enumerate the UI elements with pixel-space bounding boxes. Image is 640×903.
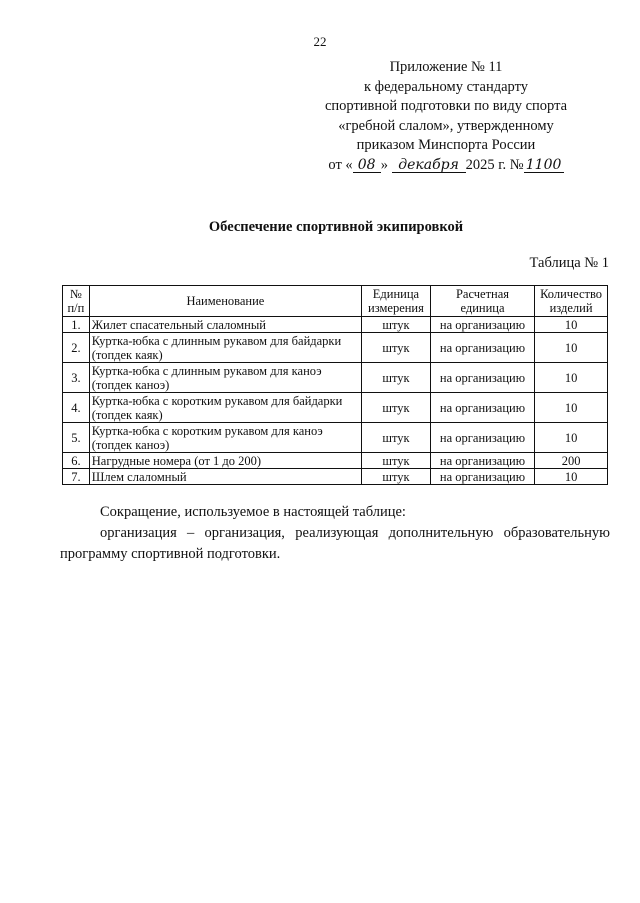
cell-name: Нагрудные номера (от 1 до 200) [89,453,361,469]
cell-calc: на организацию [430,317,534,333]
document-title: Обеспечение спортивной экипировкой [208,219,464,235]
table-row [63,333,608,363]
table-label: Таблица № 1 [529,255,609,271]
cell-qty: 10 [535,363,608,393]
cell-unit: штук [362,469,431,485]
cell-name: Жилет спасательный слаломный [89,317,361,333]
cell-unit: штук [362,317,431,333]
cell-num: 3. [63,363,90,393]
cell-calc: на организацию [430,333,534,363]
cell-calc: на организацию [430,469,534,485]
order-prefix: от « [328,156,353,173]
table-row [63,317,608,333]
header-name: Наименование [89,286,361,317]
cell-name: Куртка-юбка с длинным рукавом для байдарки (топдек каяк) [89,333,361,363]
cell-unit: штук [362,333,431,363]
cell-qty: 200 [535,453,608,469]
cell-qty: 10 [535,469,608,485]
cell-calc: на организацию [430,453,534,469]
cell-num: 6. [63,453,90,469]
appendix-line: «гребной слалом», утвержденному [338,117,554,134]
order-date-line [296,156,596,176]
appendix-line: Приложение № 11 [389,59,503,75]
cell-qty: 10 [535,333,608,363]
cell-name: Куртка-юбка с коротким рукавом для байдарки (топдек каяк) [89,393,361,423]
footnote [60,502,610,565]
order-number: 1100 [524,158,564,173]
cell-qty: 10 [535,393,608,423]
cell-num: 7. [63,469,90,485]
cell-num: 4. [63,393,90,423]
header-calc: Расчетная единица [430,286,534,317]
table-row [63,469,608,485]
table-row [63,363,608,393]
cell-name: Куртка-юбка с коротким рукавом для каноэ (топдек каноэ) [89,423,361,453]
table-row [63,453,608,469]
cell-unit: штук [362,423,431,453]
cell-num: 1. [63,317,90,333]
header-unit: Единица измерения [362,286,431,317]
order-month: декабря [392,158,466,173]
cell-num: 5. [63,423,90,453]
cell-num: 2. [63,333,90,363]
footnote-intro: Сокращение, используемое в настоящей таблице: [100,504,406,520]
cell-qty: 10 [535,423,608,453]
cell-name: Куртка-юбка с длинным рукавом для каноэ (топдек каноэ) [89,363,361,393]
table-row [63,423,608,453]
equipment-table [62,285,608,485]
footnote-definition: организация – организация, реализующая дополнительную образовательную программу спортивной подготовки. [60,525,610,562]
header-num: № п/п [63,286,90,317]
cell-calc: на организацию [430,423,534,453]
page-number: 22 [313,34,327,49]
appendix-line: приказом Минспорта России [356,137,536,153]
cell-calc: на организацию [430,393,534,423]
appendix-line: спортивной подготовки по виду спорта [324,98,568,114]
header-qty: Количество изделий [535,286,608,317]
cell-unit: штук [362,393,431,423]
appendix-line: к федеральному стандарту [364,78,528,95]
order-day: 08 [353,158,381,173]
appendix-header [296,58,596,175]
cell-calc: на организацию [430,363,534,393]
cell-name: Шлем слаломный [89,469,361,485]
order-year: 2025 г. № [465,156,524,173]
cell-qty: 10 [535,317,608,333]
table-header-row [63,286,608,317]
cell-unit: штук [362,363,431,393]
table-row [63,393,608,423]
order-day-suffix: » [380,156,388,173]
cell-unit: штук [362,453,431,469]
